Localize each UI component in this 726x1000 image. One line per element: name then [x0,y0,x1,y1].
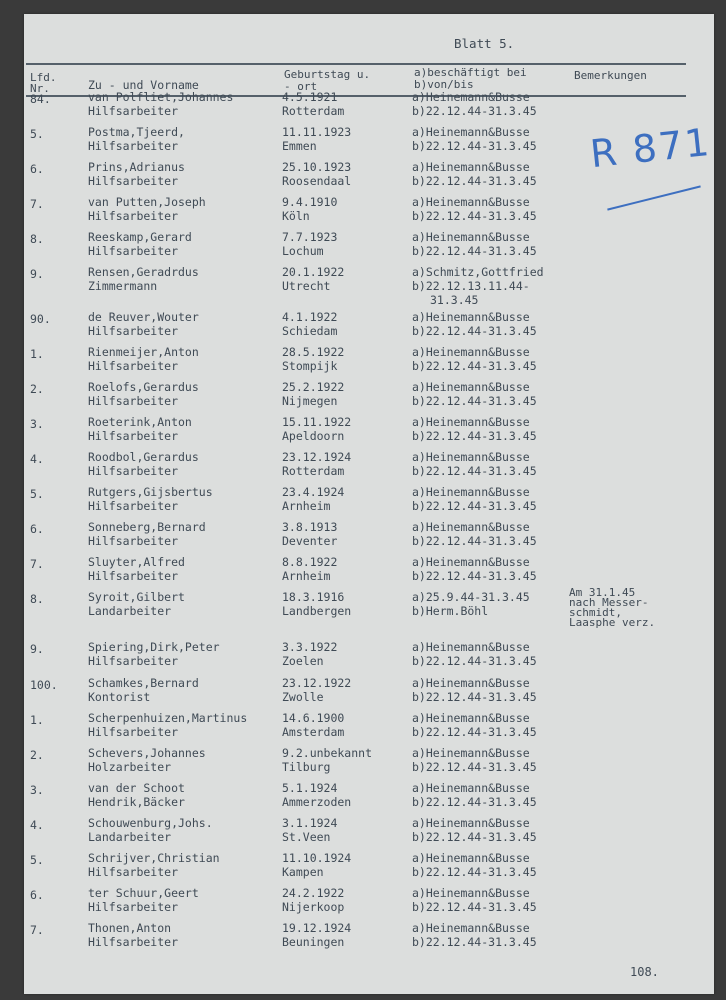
row-name: Spiering,Dirk,Peter [88,640,220,654]
row-occupation: Hilfsarbeiter [88,725,179,739]
document-page [24,14,714,994]
row-number: 3. [30,783,44,797]
row-birth-place: Beuningen [282,935,345,949]
row-birth-date: 9.2.unbekannt [282,746,373,760]
row-period: b)22.12.44-31.3.45 [412,394,537,408]
column-header-remarks: Bemerkungen [574,69,647,82]
row-number: 5. [30,127,44,141]
row-occupation: Landarbeiter [88,604,172,618]
row-period: b)22.12.44-31.3.45 [412,499,537,513]
row-period: b)22.12.44-31.3.45 [412,760,537,774]
row-birth-place: Arnheim [282,499,331,513]
row-number: 9. [30,267,44,281]
row-birth-date: 4.5.1921 [282,90,338,104]
row-birth-place: Tilburg [282,760,331,774]
row-employer: a)Heinemann&Busse [412,555,530,569]
row-name: Scherpenhuizen,Martinus [88,711,248,725]
row-employer: a)Heinemann&Busse [412,640,530,654]
table-row [24,711,714,741]
row-name: Schamkes,Bernard [88,676,199,690]
row-birth-place: Kampen [282,865,324,879]
row-name: Roelofs,Gerardus [88,380,199,394]
row-name: Sonneberg,Bernard [88,520,206,534]
row-number: 3. [30,417,44,431]
column-header-birth-line1: Geburtstag u. [284,68,371,81]
row-birth-place: Ammerzoden [282,795,352,809]
row-occupation: Hilfsarbeiter [88,209,179,223]
row-period: b)Herm.Böhl [412,604,489,618]
row-occupation: Hilfsarbeiter [88,394,179,408]
table-row [24,310,714,340]
row-period: b)22.12.44-31.3.45 [412,464,537,478]
row-birth-date: 9.4.1910 [282,195,338,209]
row-birth-date: 28.5.1922 [282,345,345,359]
row-period: b)22.12.44-31.3.45 [412,725,537,739]
row-birth-date: 8.8.1922 [282,555,338,569]
row-number: 4. [30,452,44,466]
table-row [24,640,714,670]
table-row [24,125,714,155]
table-row [24,450,714,480]
row-birth-place: Köln [282,209,310,223]
row-birth-place: Nijerkoop [282,900,345,914]
row-occupation: Hilfsarbeiter [88,324,179,338]
row-employer: a)Heinemann&Busse [412,485,530,499]
row-birth-place: Utrecht [282,279,331,293]
row-period: b)22.12.44-31.3.45 [412,209,537,223]
row-employer: a)Heinemann&Busse [412,746,530,760]
row-birth-date: 3.8.1913 [282,520,338,534]
row-occupation: Hendrik,Bäcker [88,795,185,809]
row-occupation: Hilfsarbeiter [88,865,179,879]
row-name: ter Schuur,Geert [88,886,199,900]
row-birth-place: Zoelen [282,654,324,668]
row-occupation: Hilfsarbeiter [88,104,179,118]
row-period-cont: 31.3.45 [430,293,479,307]
row-period: b)22.12.44-31.3.45 [412,935,537,949]
row-birth-date: 23.4.1924 [282,485,345,499]
row-name: Schevers,Johannes [88,746,206,760]
row-occupation: Hilfsarbeiter [88,900,179,914]
column-header-name: Zu - und Vorname [88,78,199,92]
table-row [24,555,714,585]
row-name: Roeterink,Anton [88,415,192,429]
row-period: b)22.12.44-31.3.45 [412,569,537,583]
row-occupation: Kontorist [88,690,151,704]
row-period: b)22.12.44-31.3.45 [412,534,537,548]
row-birth-place: Amsterdam [282,725,345,739]
row-birth-place: Nijmegen [282,394,338,408]
row-number: 7. [30,557,44,571]
row-number: 84. [30,92,51,106]
table-row [24,345,714,375]
row-birth-place: Deventer [282,534,338,548]
table-row [24,886,714,916]
row-birth-date: 15.11.1922 [282,415,352,429]
row-employer: a)Heinemann&Busse [412,125,530,139]
row-birth-place: Zwolle [282,690,324,704]
table-row [24,90,714,120]
table-row [24,816,714,846]
row-birth-place: Schiedam [282,324,338,338]
row-name: Rienmeijer,Anton [88,345,199,359]
row-employer: a)Heinemann&Busse [412,851,530,865]
row-occupation: Hilfsarbeiter [88,935,179,949]
row-employer: a)Heinemann&Busse [412,886,530,900]
row-birth-place: Rotterdam [282,464,345,478]
row-number: 5. [30,487,44,501]
row-birth-place: Apeldoorn [282,429,345,443]
row-number: 1. [30,713,44,727]
row-birth-place: Emmen [282,139,317,153]
column-header-employment-line1: a)beschäftigt bei [414,66,527,79]
row-number: 6. [30,162,44,176]
table-row [24,781,714,811]
handwritten-archive-mark: R 871 [588,119,713,177]
row-number: 90. [30,312,51,326]
row-name: Rutgers,Gijsbertus [88,485,213,499]
row-employer: a)25.9.44-31.3.45 [412,590,530,604]
row-occupation: Hilfsarbeiter [88,139,179,153]
row-occupation: Hilfsarbeiter [88,174,179,188]
row-birth-date: 3.3.1922 [282,640,338,654]
row-period: b)22.12.44-31.3.45 [412,900,537,914]
table-row [24,676,714,706]
row-number: 2. [30,748,44,762]
row-occupation: Hilfsarbeiter [88,499,179,513]
row-employer: a)Heinemann&Busse [412,380,530,394]
row-occupation: Holzarbeiter [88,760,172,774]
table-row [24,380,714,410]
table-row [24,415,714,445]
row-employer: a)Heinemann&Busse [412,345,530,359]
row-occupation: Hilfsarbeiter [88,464,179,478]
page-footer-count: 108. [630,965,659,979]
row-number: 6. [30,522,44,536]
header-rule-top [26,63,686,65]
row-birth-date: 18.3.1916 [282,590,345,604]
row-number: 8. [30,232,44,246]
row-employer: a)Heinemann&Busse [412,195,530,209]
row-number: 7. [30,197,44,211]
row-name: Reeskamp,Gerard [88,230,192,244]
row-birth-date: 3.1.1924 [282,816,338,830]
row-employer: a)Heinemann&Busse [412,816,530,830]
table-row [24,485,714,515]
row-name: Syroit,Gilbert [88,590,185,604]
row-occupation: Hilfsarbeiter [88,569,179,583]
row-period: b)22.12.44-31.3.45 [412,654,537,668]
row-name: van Polfliet,Johannes [88,90,234,104]
row-period: b)22.12.44-31.3.45 [412,174,537,188]
row-employer: a)Heinemann&Busse [412,160,530,174]
row-occupation: Landarbeiter [88,830,172,844]
row-employer: a)Heinemann&Busse [412,415,530,429]
row-birth-place: Arnheim [282,569,331,583]
row-employer: a)Heinemann&Busse [412,781,530,795]
row-period: b)22.12.44-31.3.45 [412,324,537,338]
row-period: b)22.12.44-31.3.45 [412,795,537,809]
row-birth-date: 5.1.1924 [282,781,338,795]
row-employer: a)Heinemann&Busse [412,230,530,244]
row-number: 7. [30,923,44,937]
table-row [24,921,714,951]
table-row [24,160,714,190]
row-period: b)22.12.44-31.3.45 [412,359,537,373]
row-employer: a)Heinemann&Busse [412,921,530,935]
row-occupation: Hilfsarbeiter [88,429,179,443]
row-occupation: Hilfsarbeiter [88,534,179,548]
row-employer: a)Heinemann&Busse [412,676,530,690]
row-occupation: Hilfsarbeiter [88,359,179,373]
table-row [24,265,714,307]
row-birth-date: 11.11.1923 [282,125,352,139]
row-birth-place: St.Veen [282,830,331,844]
row-period: b)22.12.44-31.3.45 [412,104,537,118]
row-number: 9. [30,642,44,656]
row-employer: a)Heinemann&Busse [412,310,530,324]
row-birth-place: Roosendaal [282,174,352,188]
row-employer: a)Heinemann&Busse [412,90,530,104]
table-row [24,195,714,225]
row-name: Sluyter,Alfred [88,555,185,569]
row-employer: a)Heinemann&Busse [412,450,530,464]
row-birth-place: Rotterdam [282,104,345,118]
row-birth-date: 14.6.1900 [282,711,345,725]
row-name: Rensen,Geradrdus [88,265,199,279]
row-name: Thonen,Anton [88,921,172,935]
row-number: 4. [30,818,44,832]
row-birth-date: 24.2.1922 [282,886,345,900]
row-birth-date: 23.12.1924 [282,450,352,464]
row-employer: a)Heinemann&Busse [412,711,530,725]
row-name: van der Schoot [88,781,185,795]
row-occupation: Zimmermann [88,279,158,293]
row-period: b)22.12.13.11.44- [412,279,530,293]
column-header-employment-line2: b)von/bis [414,78,474,91]
row-number: 5. [30,853,44,867]
row-remark: Am 31.1.45 nach Messer- schmidt, Laasphe verz. [569,586,656,629]
row-name: van Putten,Joseph [88,195,206,209]
table-row [24,230,714,260]
table-row [24,586,714,629]
row-birth-place: Landbergen [282,604,352,618]
row-employer: a)Schmitz,Gottfried [412,265,544,279]
column-header-number-line1: Lfd. [30,71,57,84]
table-row [24,520,714,550]
row-period: b)22.12.44-31.3.45 [412,244,537,258]
row-name: Prins,Adrianus [88,160,185,174]
column-header-birth-line2: - ort [284,80,318,93]
row-birth-place: Lochum [282,244,324,258]
row-employer: a)Heinemann&Busse [412,520,530,534]
column-header-employment [414,67,527,91]
row-number: 2. [30,382,44,396]
row-period: b)22.12.44-31.3.45 [412,139,537,153]
row-name: Schrijver,Christian [88,851,220,865]
row-number: 100. [30,678,58,692]
row-number: 1. [30,347,44,361]
row-period: b)22.12.44-31.3.45 [412,830,537,844]
sheet-title: Blatt 5. [454,36,515,51]
column-header-number-line2: Nr. [30,82,50,95]
table-row [24,746,714,776]
row-name: Roodbol,Gerardus [88,450,199,464]
row-birth-date: 19.12.1924 [282,921,352,935]
row-occupation: Hilfsarbeiter [88,654,179,668]
row-period: b)22.12.44-31.3.45 [412,690,537,704]
row-number: 8. [30,592,44,606]
row-birth-date: 11.10.1924 [282,851,352,865]
row-birth-date: 25.10.1923 [282,160,352,174]
row-birth-date: 25.2.1922 [282,380,345,394]
row-name: de Reuver,Wouter [88,310,199,324]
row-occupation: Hilfsarbeiter [88,244,179,258]
row-birth-place: Stompijk [282,359,338,373]
row-name: Schouwenburg,Johs. [88,816,213,830]
row-birth-date: 4.1.1922 [282,310,338,324]
row-period: b)22.12.44-31.3.45 [412,429,537,443]
table-row [24,851,714,881]
row-number: 6. [30,888,44,902]
row-period: b)22.12.44-31.3.45 [412,865,537,879]
row-name: Postma,Tjeerd, [88,125,185,139]
row-birth-date: 20.1.1922 [282,265,345,279]
row-birth-date: 7.7.1923 [282,230,338,244]
row-birth-date: 23.12.1922 [282,676,352,690]
